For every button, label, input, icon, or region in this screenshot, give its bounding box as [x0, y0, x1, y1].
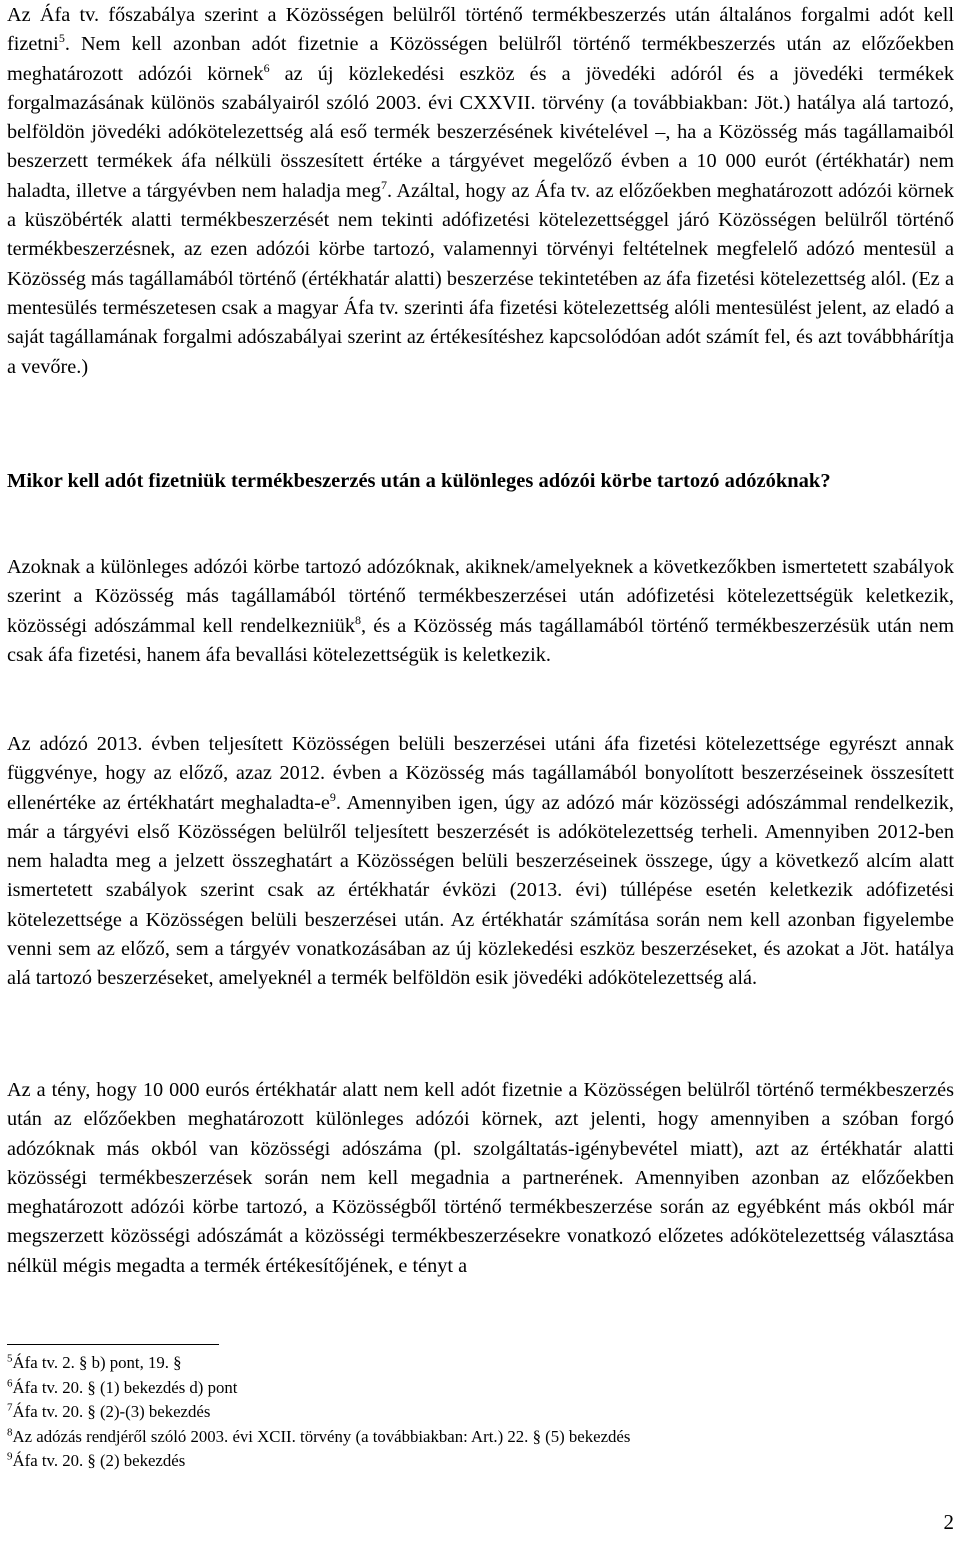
- footnote-text: Áfa tv. 20. § (2) bekezdés: [12, 1451, 186, 1470]
- footnote-item: [7, 1376, 947, 1401]
- paragraph-1-text-b: . Nem kell azonban adót fizetnie a Közösségen belülről történő termékbeszerzés után az előzőekben meghatározott adózói körnek: [7, 33, 954, 85]
- paragraph-1-text-a: Az Áfa tv. főszabálya szerint a Közösségen belülről történő termékbeszerzés után általános forgalmi adót kell fizetni: [7, 4, 954, 56]
- paragraph-1-text-d: . Azáltal, hogy az Áfa tv. az előzőekben meghatározott adózói körnek a küszöbérték alatti termékbeszerzését nem tekinti adófizetési kötelezettséggel járó Közösségen belülről történő termékbeszerzésnek, az ezen adózói körbe tartozó, valamennyi törvényi feltételnek megfelelő adózó mentesül a Közösség más tagállamából történő (értékhatár alatti) beszerzése tekintetében az áfa fizetési kötelezettség alól. (Ez a mentesülés természetesen csak a magyar Áfa tv. szerinti áfa fizetési kötelezettség alóli mentesülést jelent, az eladó a saját tagállamának forgalmi adószabályai szerint az értékesítéshez kapcsolódóan adót számít fel, és azt továbbhárítja a vevőre.): [7, 179, 954, 378]
- paragraph-2-text-a: Azoknak a különleges adózói körbe tartozó adózóknak, akiknek/amelyeknek a következőkben ismertetett szabályok szerint a Közösség más tagállamából történő termékbeszerzései után adófizetési kötelezettségük keletkezik, közösségi adószámmal kell rendelkezniük: [7, 556, 954, 637]
- footnote-number: 9: [7, 1450, 13, 1463]
- footnote-text: Az adózás rendjéről szóló 2003. évi XCII. törvény (a továbbiakban: Art.) 22. § (5) bekezdés: [12, 1426, 631, 1446]
- section-heading: Mikor kell adót fizetniük termékbeszerzés után a különleges adózói körbe tartozó adózóknak?: [7, 470, 831, 492]
- footnote-ref-9[interactable]: 9: [329, 789, 336, 804]
- paragraph-3: [7, 730, 954, 994]
- footnote-item: [7, 1351, 947, 1376]
- footnote-text: Áfa tv. 20. § (1) bekezdés d) pont: [12, 1377, 238, 1397]
- paragraph-3-text-a: Az adózó 2013. évben teljesített Közösségen belüli beszerzései utáni áfa fizetési kötelezettsége egyrészt annak függvénye, hogy az előző, azaz 2012. évben a Közösség más tagállamából bonyolított beszerzéseinek összesített ellenértéke az értékhatárt meghaladta-e: [7, 733, 954, 814]
- paragraph-2: [7, 553, 954, 670]
- footnote-ref-5[interactable]: 5: [58, 31, 65, 46]
- paragraph-1: [7, 1, 954, 382]
- footnote-item: [7, 1449, 947, 1474]
- paragraph-1-text-c: az új közlekedési eszköz és a jövedéki adóról és a jövedéki termékek forgalmazásának különös szabályairól szóló 2003. évi CXXVII. törvény (a továbbiakban: Jöt.) hatálya alá tartozó, belföldön jövedéki adókötelezettség alá eső termék beszerzésének kivételével –, ha a Közösség más tagállamaiból beszerzett termékek áfa nélküli összesített értéke a tárgyévet megelőző évben a 10 000 eurót (értékhatár) nem haladta, illetve a tárgyévben nem haladja meg: [7, 62, 954, 202]
- paragraph-3-text-b: . Amennyiben igen, úgy az adózó már közösségi adószámmal rendelkezik, már a tárgyévi első Közösségen belülről teljesített beszerzését is adókötelezettség terheli. Amennyiben 2012-ben nem haladta meg a jelzett összeghatárt a Közösségen belüli beszerzéseinek összege, úgy a következő alcím alatt ismertetett szabályok szerint csak az értékhatár évközi (2013. évi) túllépése esetén keletkezik adófizetési kötelezettsége a Közösségen belüli beszerzései után. Az értékhatár számítása során nem kell azonban figyelembe venni sem az előző, sem a tárgyév vonatkozásában az új közlekedési eszköz beszerzéseket, és azokat a Jöt. hatálya alá tartozó beszerzéseket, amelyeknél a termék belföldön esik jövedéki adókötelezettség alá.: [7, 791, 955, 990]
- footnote-item: [7, 1400, 947, 1425]
- footnotes: [7, 1351, 947, 1474]
- footnote-ref-6[interactable]: 6: [263, 60, 270, 75]
- footnote-number: 6: [7, 1376, 13, 1389]
- footnote-ref-8[interactable]: 8: [355, 612, 362, 627]
- paragraph-4: Az a tény, hogy 10 000 eurós értékhatár alatt nem kell adót fizetnie a Közösségen belülről történő termékbeszerzés után az előzőekben meghatározott különleges adózói körnek, azt jelenti, hogy amennyiben a szóban forgó adózóknak más okból van közösségi adószáma (pl. szolgáltatás-igénybevétel miatt), azt az értékhatár alatti közösségi termékbeszerzések során nem kell megadnia a partnerének. Amennyiben azonban az előzőekben meghatározott adózói körbe tartozó, a Közösségből történő termékbeszerzése során az egyébként más okból már megszerzett közösségi adószámát a közösségi termékbeszerzésekre vonatkozó előzetes adókötelezettség választása nélkül mégis megadta a termék értékesítőjének, e tényt a: [7, 1079, 954, 1277]
- footnote-number: 5: [7, 1352, 13, 1365]
- footnote-divider: [7, 1344, 219, 1345]
- paragraph-2-text-b: , és a Közösség más tagállamából történő termékbeszerzésük után nem csak áfa fizetési, hanem áfa bevallási kötelezettségük is keletkezik.: [7, 614, 954, 666]
- footnote-number: 7: [7, 1401, 13, 1414]
- page-number: 2: [943, 1510, 954, 1534]
- footnote-item: [7, 1425, 947, 1450]
- footnote-text: Áfa tv. 20. § (2)-(3) bekezdés: [12, 1402, 211, 1421]
- footnote-ref-7[interactable]: 7: [380, 178, 387, 193]
- footnote-number: 8: [7, 1425, 13, 1438]
- footnote-text: Áfa tv. 2. § b) pont, 19. §: [12, 1353, 182, 1372]
